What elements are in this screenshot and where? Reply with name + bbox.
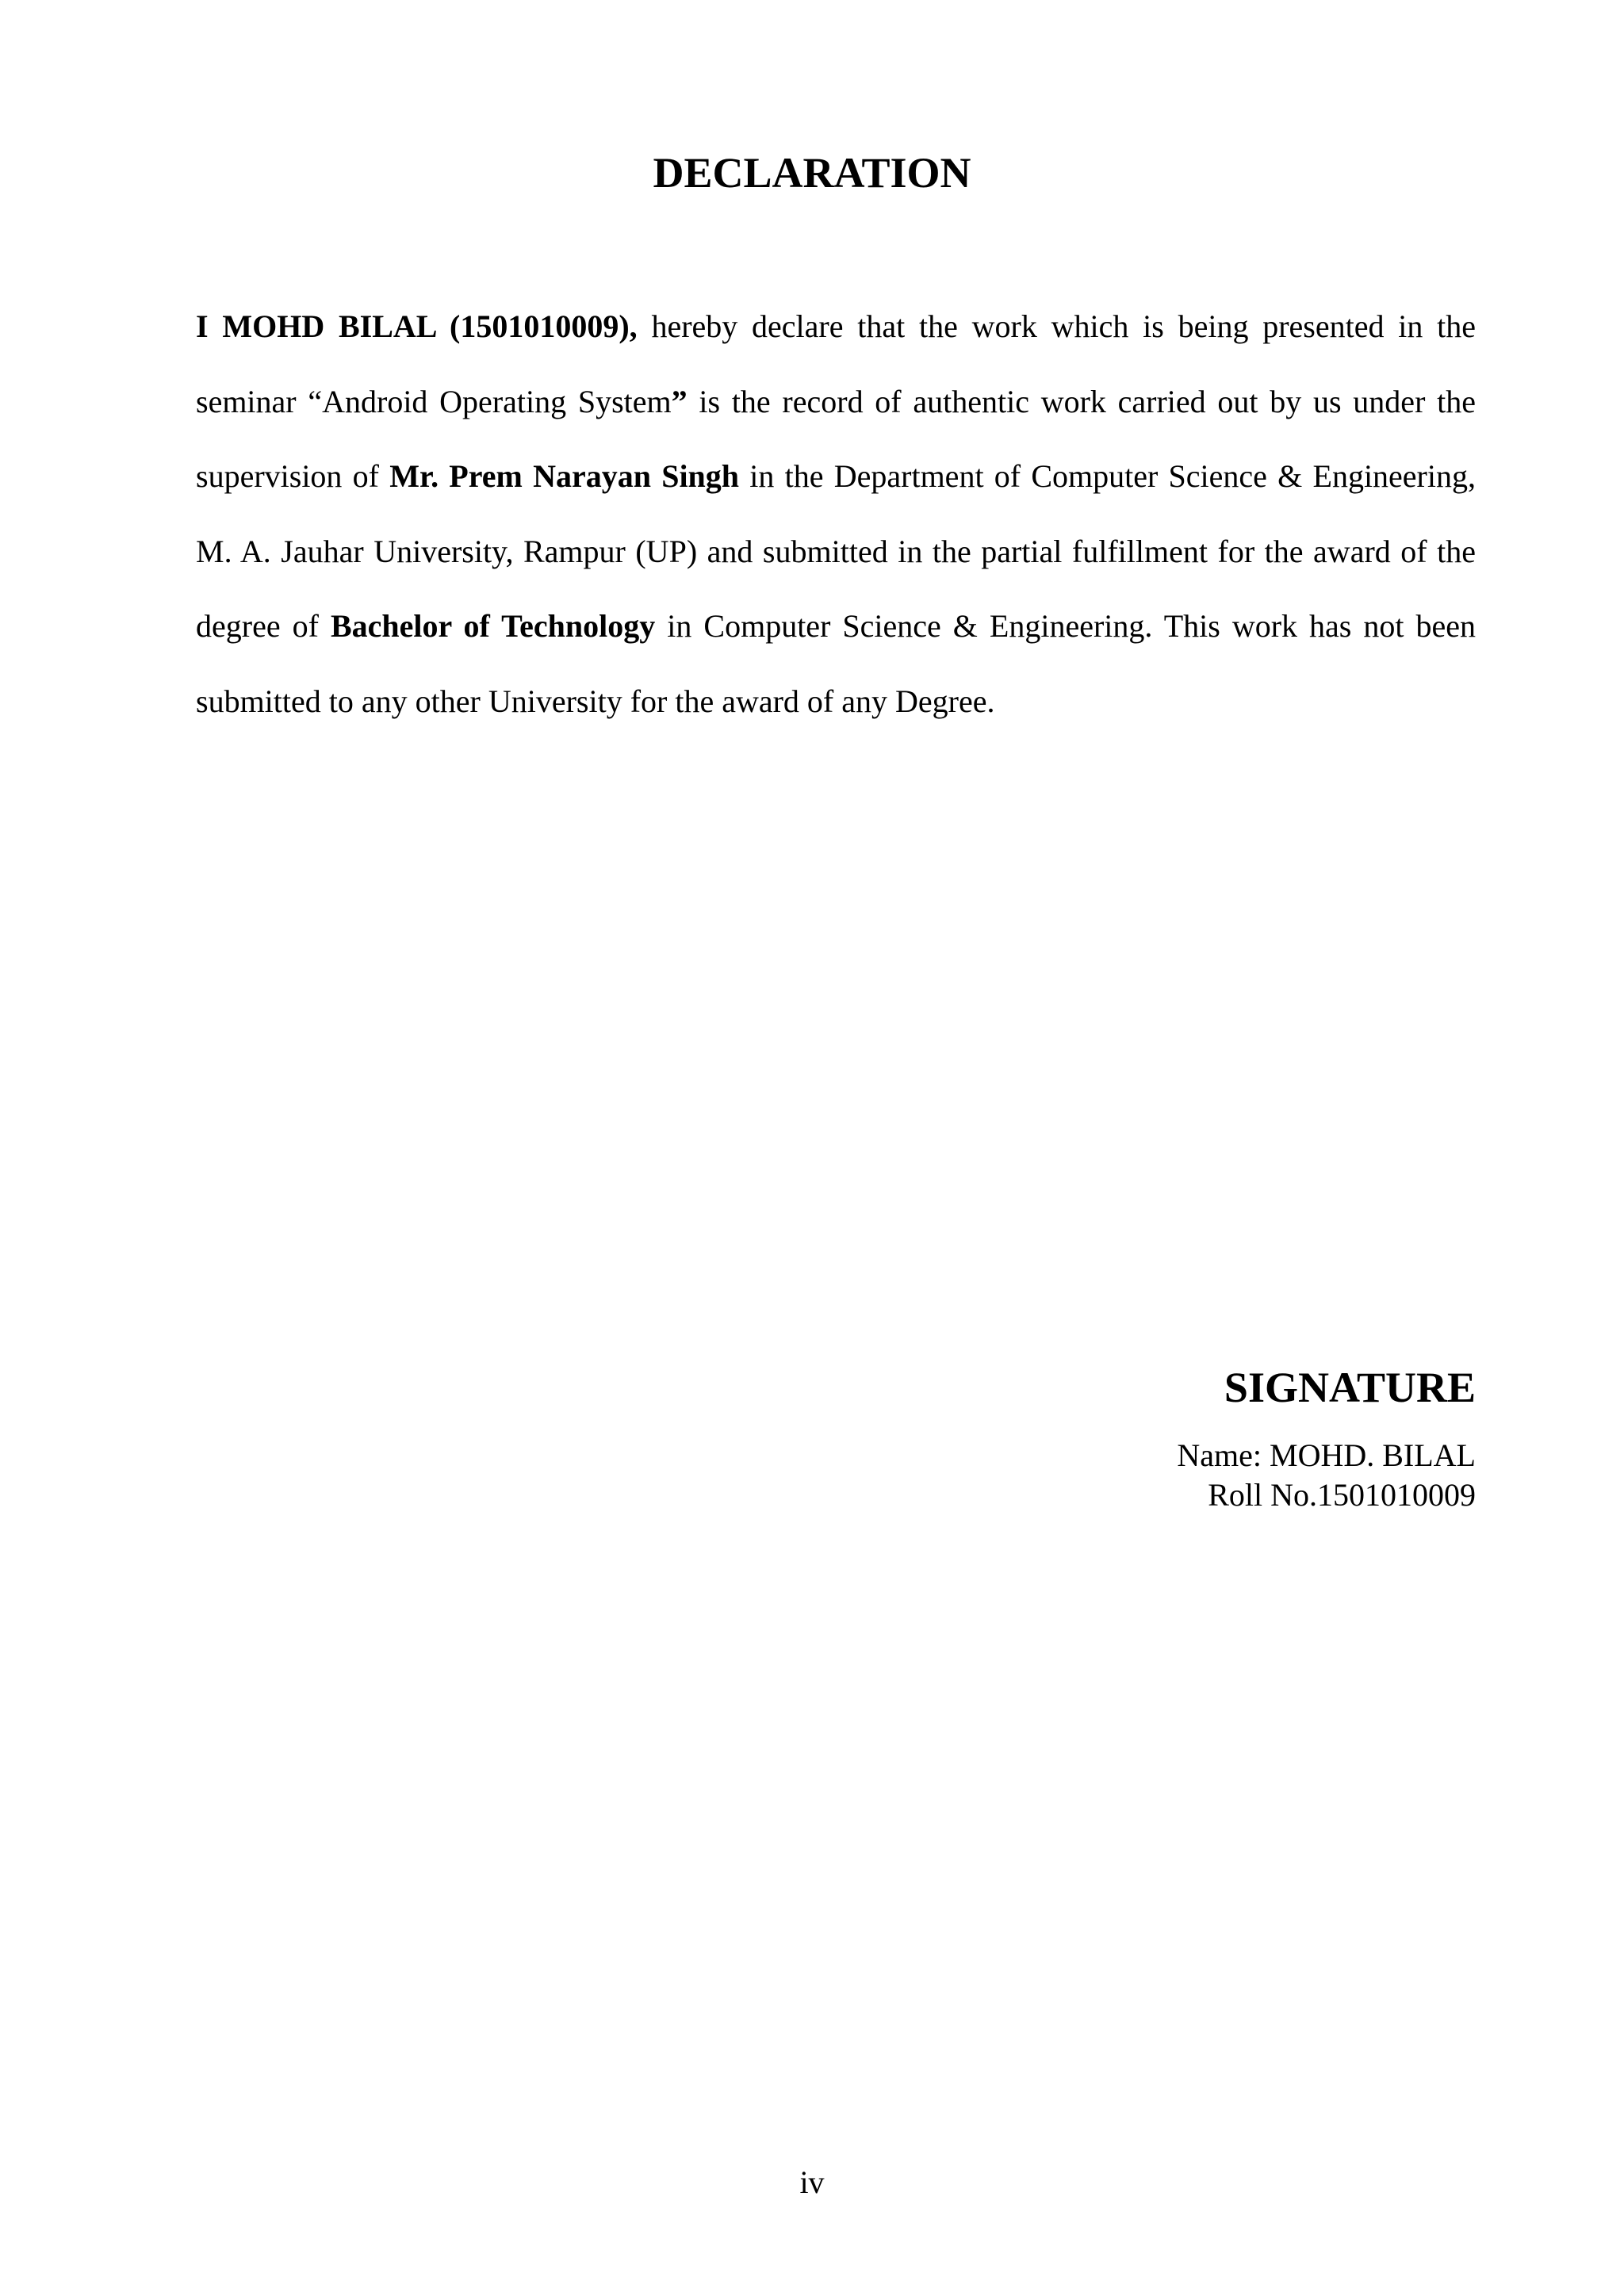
page-title: DECLARATION <box>653 149 971 197</box>
declaration-paragraph <box>196 289 1476 739</box>
declaration-text-2: is the record of authentic work carried out by us under the supervision of <box>196 383 1476 494</box>
declaration-text-3: in the Department of Computer Science & Engineering, M. A. Jauhar University, Rampur (UP) and submitted in the partial fulfillment for the award of the degree of <box>196 458 1476 644</box>
signature-name: Name: MOHD. BILAL <box>1177 1437 1476 1473</box>
declaration-text-1: hereby declare that the work which is being presented in the seminar “Android Operating System <box>196 308 1477 419</box>
degree-name: Bachelor of Technology <box>330 608 656 644</box>
page-number: iv <box>799 2164 825 2200</box>
closing-quote: ” <box>671 383 688 419</box>
signature-block <box>1177 1360 1476 1515</box>
supervisor-name: Mr. Prem Narayan Singh <box>389 458 740 494</box>
signature-roll-number: Roll No.1501010009 <box>1208 1477 1476 1513</box>
declarant-name: I MOHD BILAL (1501010009), <box>196 308 638 344</box>
declaration-text-4: in Computer Science & Engineering. This work has not been submitted to any other University for the award of any Degree. <box>196 608 1477 719</box>
signature-heading: SIGNATURE <box>1224 1364 1476 1411</box>
